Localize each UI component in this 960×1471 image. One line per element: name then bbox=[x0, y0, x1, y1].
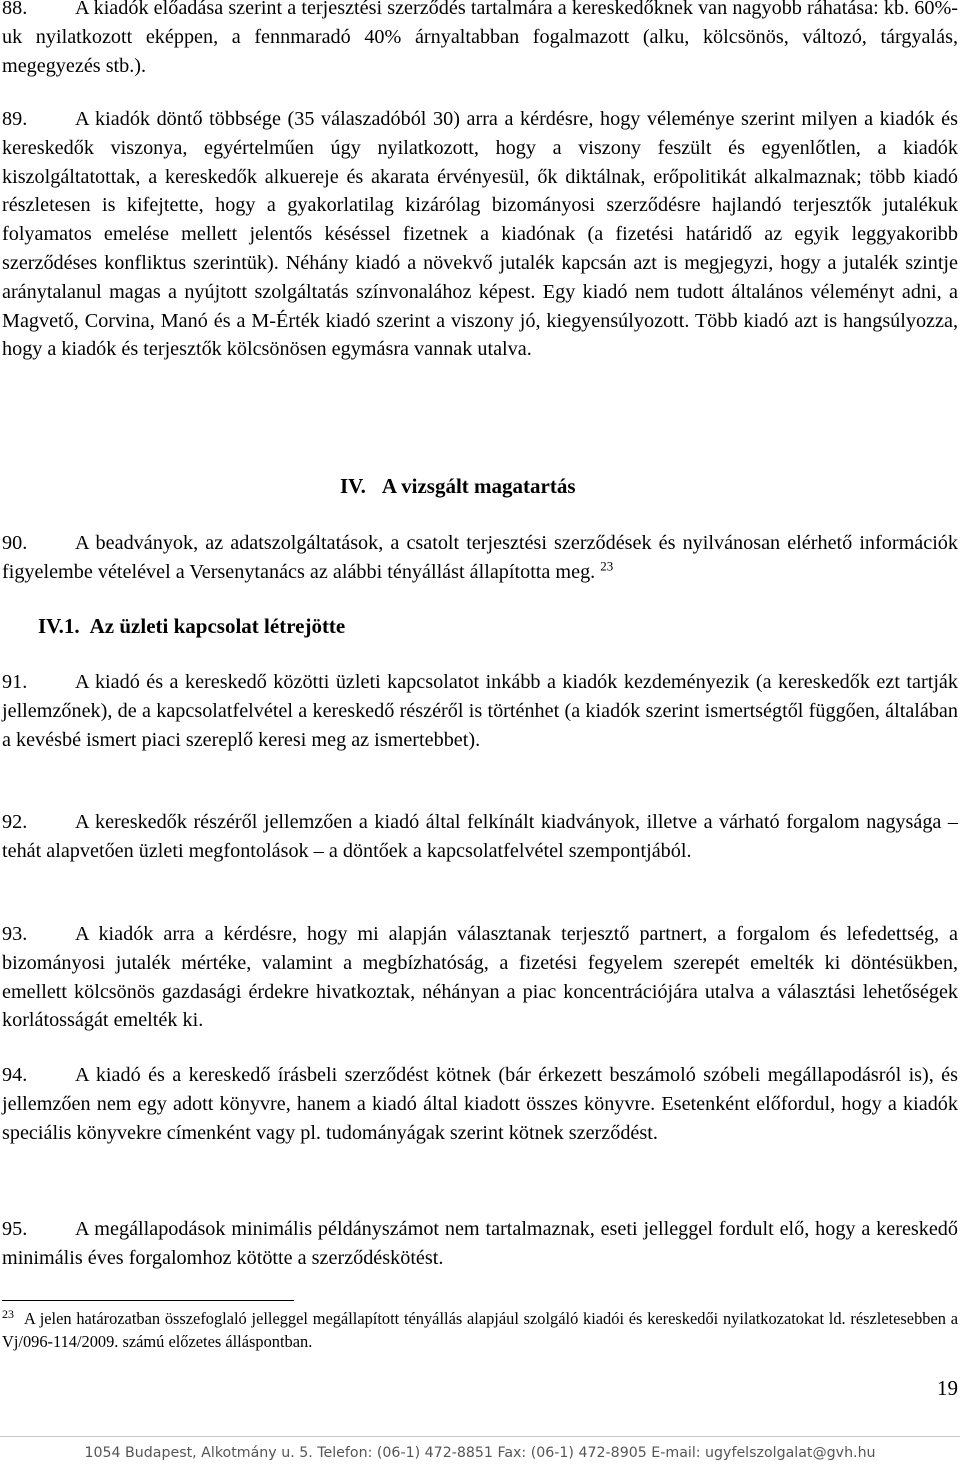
section-heading-iv bbox=[340, 472, 576, 500]
page-footer: 1054 Budapest, Alkotmány u. 5. Telefon: (06-1) 472-8851 Fax: (06-1) 472-8905 E-mail: ugyfelszolgalat@gvh.hu bbox=[84, 1445, 876, 1461]
paragraph-88 bbox=[2, 0, 958, 80]
footer-divider bbox=[0, 1436, 960, 1437]
paragraph-number: 90. bbox=[2, 532, 28, 554]
paragraph-94 bbox=[2, 1061, 958, 1147]
heading-text: A vizsgált magatartás bbox=[381, 474, 576, 498]
heading-text: Az üzleti kapcsolat létrejötte bbox=[89, 614, 346, 638]
page-number: 19 bbox=[937, 1376, 958, 1400]
paragraph-number: 95. bbox=[2, 1218, 28, 1240]
footnote-text: A jelen határozatban összefoglaló jelleggel megállapított tényállás alapjául szolgáló kiadói és kereskedői nyilatkozatokat ld. részletesebben a Vj/096-114/2009. számú előzetes álláspontban. bbox=[2, 1309, 958, 1351]
subsection-heading-iv-1 bbox=[38, 612, 345, 640]
paragraph-number: 92. bbox=[2, 811, 28, 833]
footnote-mark: 23 bbox=[2, 1306, 14, 1321]
paragraph-text: A kiadók arra a kérdésre, hogy mi alapján választanak terjesztő partnert, a forgalom és lefedettség, a bizományosi jutalék mértéke, valamint a megbízhatóság, a fizetési fegyelem szerepét emelték ki döntésükben, emellett kölcsönös gazdasági érdekre hivatkoztak, néhányan a piac koncentrációjára utalva a választási lehetőségek korlátosságát emelték ki. bbox=[2, 923, 958, 1032]
paragraph-text: A kiadók döntő többsége (35 válaszadóból 30) arra a kérdésre, hogy véleménye szerint milyen a kiadók és kereskedők viszonya, egyértelműen úgy nyilatkozott, hogy a viszony feszült és egyenlőtlen, a kiadók kiszolgáltatottak, a kereskedők alkuereje és akarata érvényesül, ők diktálnak, erőpolitikát alkalmaznak; több kiadó részletesen is kifejtette, hogy a gyakorlatilag kizárólag bizományosi szerződésre hajlandó terjesztők jutalékuk folyamatos emelése mellett jelentős késéssel fizetnek a kiadónak (a fizetési határidő az egyik leggyakoribb szerződéses konfliktus szerintük). Néhány kiadó a növekvő jutalék kapcsán azt is megjegyzi, hogy a jutalék szintje aránytalanul magas a nyújtott szolgáltatás színvonalához képest. Egy kiadó nem tudott általános véleményt adni, a Magvető, Corvina, Manó és a M-Érték kiadó szerint a viszony jó, kiegyensúlyozott. Több kiadó azt is hangsúlyozza, hogy a kiadók és terjesztők kölcsönösen egymásra vannak utalva. bbox=[2, 108, 958, 361]
paragraph-92 bbox=[2, 808, 958, 866]
paragraph-number: 88. bbox=[2, 0, 28, 19]
paragraph-text: A beadványok, az adatszolgáltatások, a csatolt terjesztési szerződések és nyilvánosan elérhető információk figyelembe vételével a Versenytanács az alábbi tényállást állapította meg. bbox=[2, 532, 958, 583]
paragraph-90 bbox=[2, 529, 958, 587]
paragraph-text: A kiadó és a kereskedő közötti üzleti kapcsolatot inkább a kiadók kezdeményezik (a kereskedők ezt tartják jellemzőnek), de a kapcsolatfelvétel a kereskedő részéről is történhet (a kiadók szerint ismertségtől függően, általában a kevésbé ismert piaci szereplő keresi meg az ismertebbet). bbox=[2, 671, 958, 751]
footnote-23 bbox=[2, 1307, 958, 1353]
paragraph-number: 94. bbox=[2, 1064, 28, 1086]
paragraph-89 bbox=[2, 105, 958, 364]
paragraph-text: A megállapodások minimális példányszámot nem tartalmaznak, eseti jelleggel fordult elő, hogy a kereskedő minimális éves forgalomhoz kötötte a szerződéskötést. bbox=[2, 1218, 958, 1269]
paragraph-number: 93. bbox=[2, 923, 28, 945]
heading-number: IV.1. bbox=[38, 614, 80, 638]
heading-number: IV. bbox=[340, 474, 366, 498]
paragraph-93 bbox=[2, 920, 958, 1035]
paragraph-text: A kereskedők részéről jellemzően a kiadó által felkínált kiadványok, illetve a várható forgalom nagysága – tehát alapvetően üzleti megfontolások – a döntőek a kapcsolatfelvétel szempontjából. bbox=[2, 811, 958, 862]
paragraph-number: 91. bbox=[2, 671, 28, 693]
paragraph-95 bbox=[2, 1215, 958, 1273]
paragraph-number: 89. bbox=[2, 108, 28, 130]
paragraph-text: A kiadók előadása szerint a terjesztési szerződés tartalmára a kereskedőknek van nagyobb ráhatása: kb. 60%-uk nyilatkozott eképpen, a fennmaradó 40% árnyaltabban fogalmazott (alku, kölcsönös, változó, tárgyalás, megegyezés stb.). bbox=[2, 0, 958, 77]
paragraph-text: A kiadó és a kereskedő írásbeli szerződést kötnek (bár érkezett beszámoló szóbeli megállapodásról is), és jellemzően nem egy adott könyvre, hanem a kiadó által kiadott összes könyvre. Esetenként előfordul, hogy a kiadók speciális könyvekre címenként vagy pl. tudományágak szerint kötnek szerződést. bbox=[2, 1064, 958, 1144]
footnote-reference[interactable]: 23 bbox=[600, 558, 614, 574]
paragraph-91 bbox=[2, 668, 958, 754]
footnote-separator bbox=[2, 1300, 294, 1301]
